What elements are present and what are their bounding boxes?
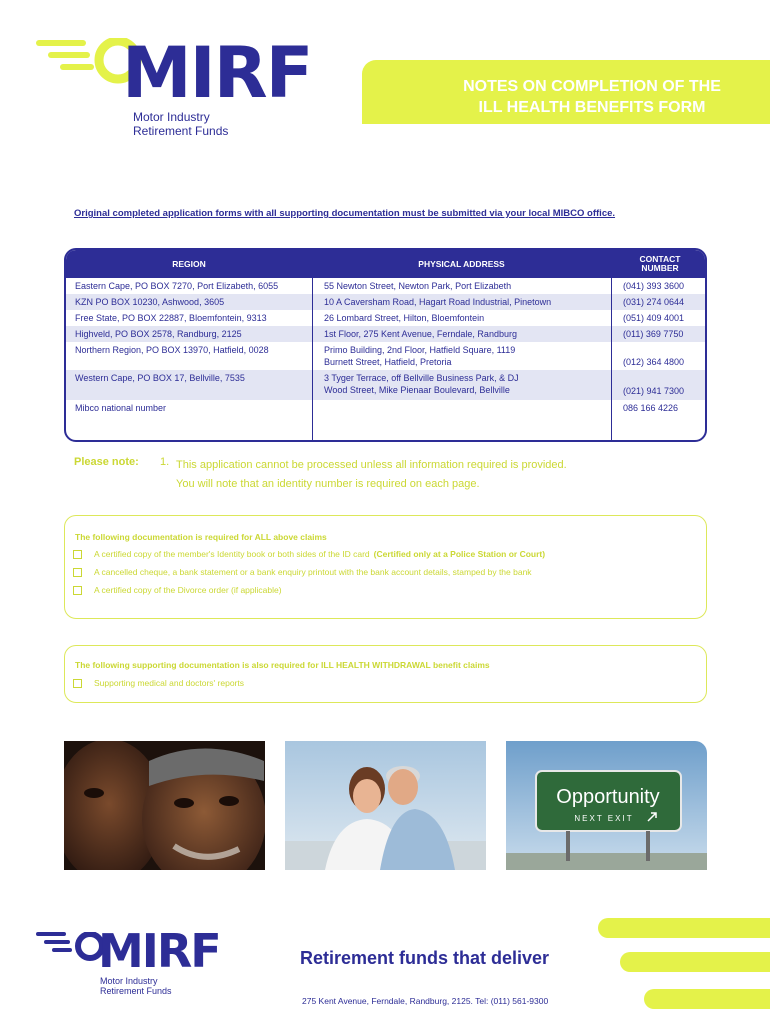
checklist-item — [73, 678, 244, 688]
address-cell: 55 Newton Street, Newton Park, Port Elizabeth — [324, 281, 512, 291]
col-header-region: REGION — [172, 258, 206, 269]
footer-logo-subtitle-1: Motor Industry — [100, 976, 158, 986]
note-line: This application cannot be processed unless all information required is provided. — [176, 459, 567, 471]
checkbox[interactable] — [73, 568, 82, 577]
photo-couple-image — [285, 741, 486, 870]
photo-opportunity-sign — [506, 741, 707, 870]
phone-cell: (031) 274 0644 — [623, 297, 685, 307]
footer-address: 275 Kent Avenue, Ferndale, Randburg, 2125. Tel: (011) 561-9300 — [302, 996, 549, 1006]
submission-instruction: Original completed application forms with all supporting documentation must be submitted via your local MIBCO office. — [74, 208, 616, 219]
header-banner — [362, 60, 770, 124]
address-line: 3 Tyger Terrace, off Bellville Business Park, & DJ — [324, 373, 519, 383]
column-divider — [312, 250, 313, 440]
photo-elderly-men — [64, 741, 265, 870]
photo-opportunity-sign-image — [506, 741, 707, 870]
footer-mirf-logo — [36, 924, 236, 1000]
table-row — [66, 342, 705, 370]
checklist-item-text: Supporting medical and doctors' reports — [94, 678, 244, 688]
table-header — [66, 250, 705, 278]
address-cell: 26 Lombard Street, Hilton, Bloemfontein — [324, 313, 485, 323]
footer-logo-subtitle-2: Retirement Funds — [100, 986, 172, 996]
note-label: Please note: — [74, 456, 139, 468]
footer-accent-bar — [644, 989, 770, 1009]
region-cell: Free State, PO BOX 22887, Bloemfontein, 9313 — [75, 313, 267, 323]
note-line: You will note that an identity number is required on each page. — [176, 478, 480, 490]
table-row — [66, 400, 705, 416]
checklist-item-emphasis: (Certified only at a Police Station or Court) — [373, 549, 546, 559]
table-row — [66, 294, 705, 310]
checkbox[interactable] — [73, 679, 82, 688]
sign-word: Opportunity — [556, 786, 660, 808]
sign-sub: NEXT EXIT — [574, 814, 634, 823]
note-number: 1. — [160, 456, 170, 468]
ill-health-docs-title: The following supporting documentation is also required for ILL HEALTH WITHDRAWAL benefit claims — [75, 660, 490, 670]
col-header-contact-line1: CONTACT — [639, 254, 681, 264]
address-line: Burnett Street, Hatfield, Pretoria — [324, 357, 452, 367]
table-row — [66, 370, 705, 400]
address-cell: 1st Floor, 275 Kent Avenue, Ferndale, Randburg — [324, 329, 517, 339]
checklist-item-text: A cancelled cheque, a bank statement or a bank enquiry printout with the bank account details, stamped by the bank — [94, 567, 532, 577]
checklist-item — [73, 549, 545, 559]
col-header-contact-line2: NUMBER — [641, 263, 679, 273]
logo-subtitle-1: Motor Industry — [133, 110, 210, 124]
page-title-line1: NOTES ON COMPLETION OF THE — [463, 78, 721, 95]
region-cell: KZN PO BOX 10230, Ashwood, 3605 — [75, 297, 225, 307]
region-cell: Northern Region, PO BOX 13970, Hatfield, 0028 — [75, 345, 269, 355]
checklist-item-text: A certified copy of the member's Identity book or both sides of the ID card — [94, 549, 370, 559]
table-row — [66, 278, 705, 294]
page-title-line2: ILL HEALTH BENEFITS FORM — [478, 99, 706, 116]
photo-elderly-men-image — [64, 741, 265, 870]
region-cell: Highveld, PO BOX 2578, Randburg, 2125 — [75, 329, 242, 339]
footer-tagline: Retirement funds that deliver — [300, 948, 550, 968]
address-cell: 10 A Caversham Road, Hagart Road Industrial, Pinetown — [324, 297, 552, 307]
footer-accent-bar — [620, 952, 770, 972]
logo-wordmark: MIRF — [122, 32, 312, 114]
address-cell — [324, 372, 519, 396]
checklist-item — [73, 567, 532, 577]
phone-cell: (051) 409 4001 — [623, 313, 685, 323]
page-title — [442, 76, 742, 118]
phone-cell: 086 166 4226 — [623, 403, 679, 413]
required-docs-title: The following documentation is required for ALL above claims — [75, 532, 327, 542]
col-header-contact — [611, 250, 707, 278]
column-divider — [611, 250, 612, 440]
footer-accent-bar — [598, 918, 770, 938]
checklist-item-text: A certified copy of the Divorce order (if applicable) — [94, 585, 282, 595]
region-cell: Eastern Cape, PO BOX 7270, Port Elizabeth, 6055 — [75, 281, 279, 291]
photo-couple — [285, 741, 486, 870]
regional-offices-table — [64, 248, 707, 442]
phone-cell: (021) 941 7300 — [623, 386, 685, 396]
checkbox[interactable] — [73, 586, 82, 595]
required-docs-ill-health — [64, 645, 707, 703]
region-cell: Mibco national number — [75, 403, 167, 413]
table-row — [66, 310, 705, 326]
checkbox[interactable] — [73, 550, 82, 559]
col-header-address: PHYSICAL ADDRESS — [418, 258, 505, 269]
mirf-logo — [36, 32, 326, 138]
note-text — [176, 456, 567, 494]
checklist-item — [73, 585, 282, 595]
address-line: Primo Building, 2nd Floor, Hatfield Square, 1119 — [324, 345, 516, 355]
logo-subtitle-2: Retirement Funds — [133, 124, 229, 138]
required-docs-all-claims — [64, 515, 707, 619]
phone-cell: (041) 393 3600 — [623, 281, 685, 291]
region-cell: Western Cape, PO BOX 17, Bellville, 7535 — [75, 373, 245, 383]
address-line: Wood Street, Mike Pienaar Boulevard, Bellville — [324, 385, 510, 395]
phone-cell: (012) 364 4800 — [623, 357, 685, 367]
phone-cell: (011) 369 7750 — [623, 329, 684, 339]
table-row — [66, 326, 705, 342]
footer-logo-wordmark: MIRF — [98, 924, 220, 978]
address-cell — [324, 344, 515, 368]
